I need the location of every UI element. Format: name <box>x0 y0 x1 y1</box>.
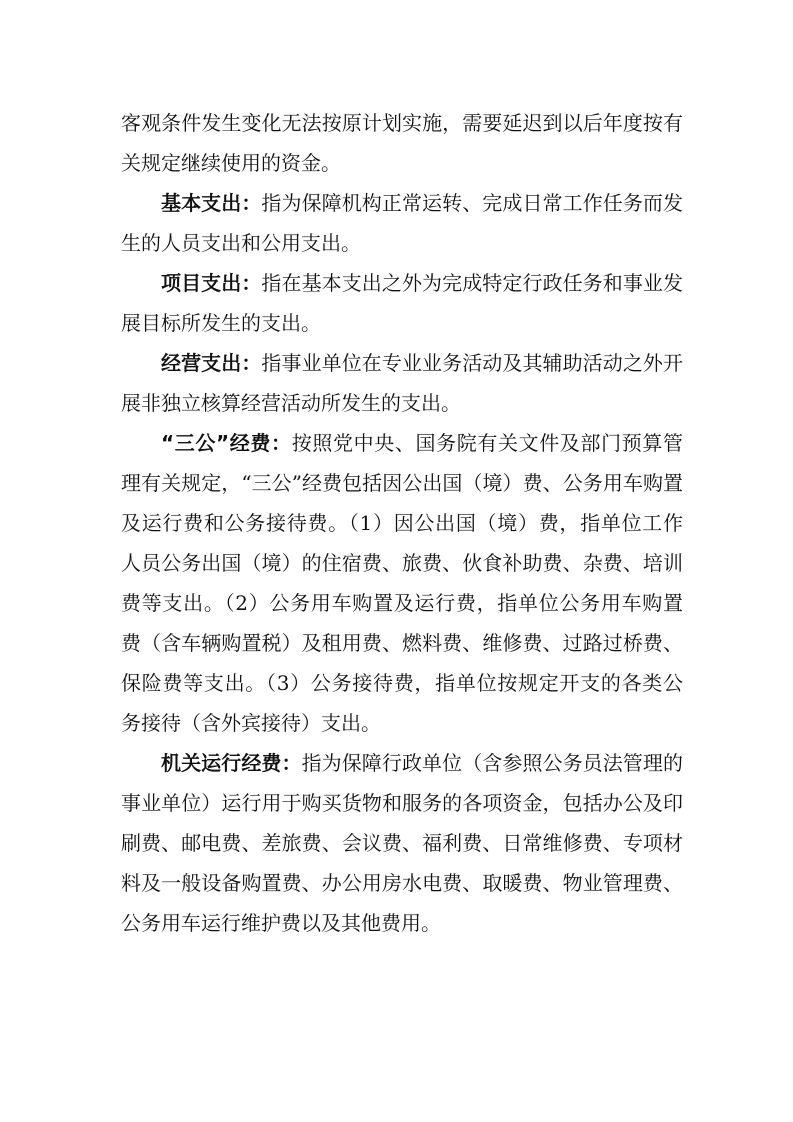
paragraph-text: 按照党中央、国务院有关文件及部门预算管理有关规定，“三公”经费包括因公出国（境）费、公务用车购置及运行费和公务接待费。（1）因公出国（境）费，指单位工作人员公务出国（境）的住宿费、旅费、伙食补助费、杂费、培训费等支出。（2）公务用车购置及运行费，指单位公务用车购置费（含车辆购置税）及租用费、燃料费、维修费、过路过桥费、保险费等支出。（3）公务接待费，指单位按规定开支的各类公务接待（含外宾接待）支出。 <box>121 431 683 735</box>
document-body <box>121 103 683 943</box>
term-heading: 项目支出： <box>161 271 262 295</box>
paragraph-agency-operating-funds <box>121 743 683 943</box>
term-heading: “三公”经费： <box>161 431 292 455</box>
term-heading: 经营支出： <box>161 351 262 375</box>
paragraph-text: 指为保障行政单位（含参照公务员法管理的事业单位）运行用于购买货物和服务的各项资金，包括办公及印刷费、邮电费、差旅费、会议费、福利费、日常维修费、专项材料及一般设备购置费、办公用房水电费、取暖费、物业管理费、公务用车运行维护费以及其他费用。 <box>121 751 684 935</box>
paragraph-operating-expenditure <box>121 343 683 423</box>
term-heading: 机关运行经费： <box>161 751 302 775</box>
paragraph-basic-expenditure <box>121 183 683 263</box>
paragraph-text: 指在基本支出之外为完成特定行政任务和事业发展目标所发生的支出。 <box>121 271 684 335</box>
term-heading: 基本支出： <box>161 191 262 215</box>
paragraph-project-expenditure <box>121 263 683 343</box>
paragraph-three-public-expenses <box>121 423 683 743</box>
paragraph-text: 指事业单位在专业业务活动及其辅助活动之外开展非独立核算经营活动所发生的支出。 <box>121 351 684 415</box>
paragraph-text: 指为保障机构正常运转、完成日常工作任务而发生的人员支出和公用支出。 <box>121 191 684 255</box>
paragraph-text: 客观条件发生变化无法按原计划实施，需要延迟到以后年度按有关规定继续使用的资金。 <box>121 111 683 175</box>
paragraph-continuation <box>121 103 683 183</box>
